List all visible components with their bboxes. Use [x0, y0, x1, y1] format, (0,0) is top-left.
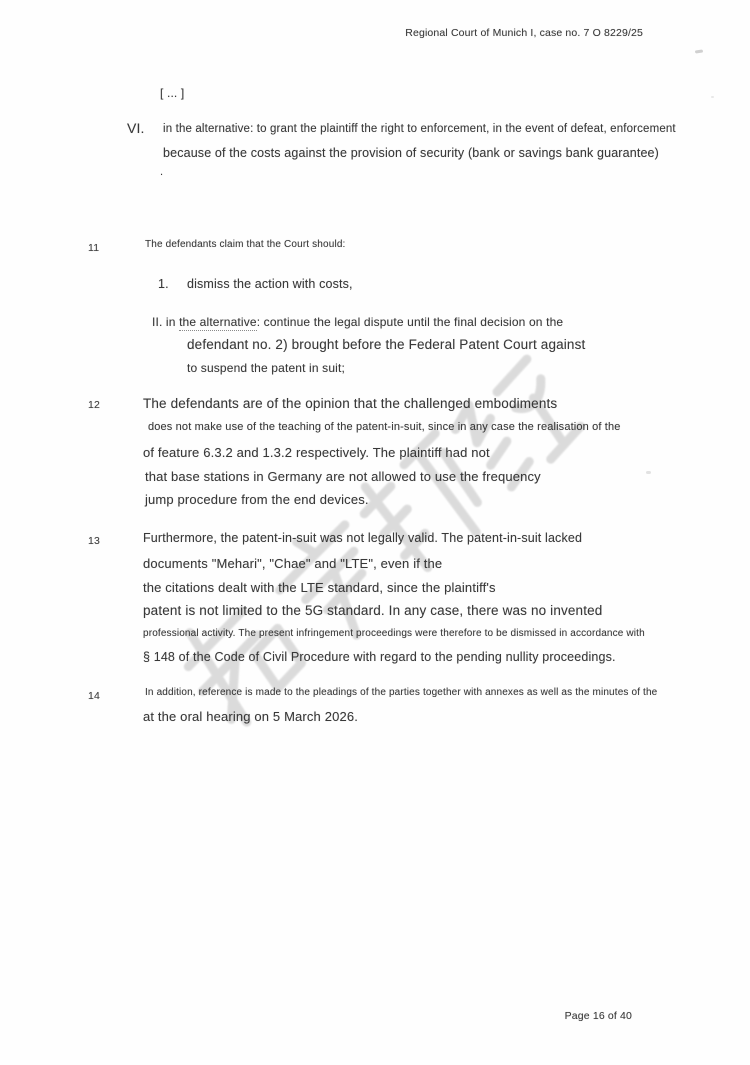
footer-page-number: Page 16 of 40 — [564, 1010, 632, 1022]
para11-intro: The defendants claim that the Court should: — [145, 239, 346, 250]
para14-line2: at the oral hearing on 5 March 2026. — [143, 709, 358, 724]
para11-item2-line1-prefix: II. in — [152, 315, 180, 329]
scan-artifact — [646, 471, 651, 474]
para12-line4: that base stations in Germany are not allowed to use the frequency — [145, 469, 541, 484]
para13-line4: patent is not limited to the 5G standard. In any case, there was no invented — [143, 603, 603, 618]
scan-artifact — [695, 49, 703, 53]
para11-item1-text: dismiss the action with costs, — [187, 277, 353, 291]
margin-number-14: 14 — [88, 690, 100, 702]
para11-item2-line2: defendant no. 2) brought before the Federal Patent Court against — [187, 337, 586, 352]
header-case-reference: Regional Court of Munich I, case no. 7 O 8229/25 — [405, 27, 643, 39]
para13-line1: Furthermore, the patent-in-suit was not legally valid. The patent-in-suit lacked — [143, 531, 583, 545]
scan-artifact — [711, 96, 714, 98]
margin-number-11: 11 — [88, 242, 100, 254]
para13-line2: documents "Mehari", "Chae" and "LTE", even if the — [143, 556, 443, 571]
para11-item2-line3: to suspend the patent in suit; — [187, 361, 345, 375]
para14-line1: In addition, reference is made to the pleadings of the parties together with annexes as well as the minutes of the — [145, 687, 658, 698]
para11-item2-line1 — [152, 315, 563, 329]
para11-item2-line1-underlined: the alternative — [179, 315, 257, 329]
item-vi-trailing-period: . — [160, 166, 164, 178]
margin-number-12: 12 — [88, 399, 100, 411]
para11-item1-label: 1. — [158, 277, 169, 291]
para13-line5: professional activity. The present infringement proceedings were therefore to be dismissed in accordance with — [143, 628, 645, 639]
margin-number-13: 13 — [88, 535, 100, 547]
para11-item2-line1-rest: : continue the legal dispute until the final decision on the — [256, 315, 564, 329]
para12-line2: does not make use of the teaching of the patent-in-suit, since in any case the realisation of the — [148, 421, 621, 433]
item-vi-line1: in the alternative: to grant the plaintiff the right to enforcement, in the event of defeat, enforcement — [163, 123, 676, 135]
item-vi-label: VI. — [127, 120, 145, 136]
omitted-text-marker: [ ... ] — [160, 86, 185, 100]
para12-line1: The defendants are of the opinion that the challenged embodiments — [143, 396, 558, 411]
para12-line3: of feature 6.3.2 and 1.3.2 respectively. The plaintiff had not — [143, 445, 490, 460]
para12-line5: jump procedure from the end devices. — [145, 492, 369, 507]
item-vi-line2: because of the costs against the provision of security (bank or savings bank guarantee) — [163, 146, 659, 160]
para13-line3: the citations dealt with the LTE standard, since the plaintiff's — [143, 580, 496, 595]
para13-line6: § 148 of the Code of Civil Procedure with regard to the pending nullity proceedings. — [143, 650, 616, 664]
